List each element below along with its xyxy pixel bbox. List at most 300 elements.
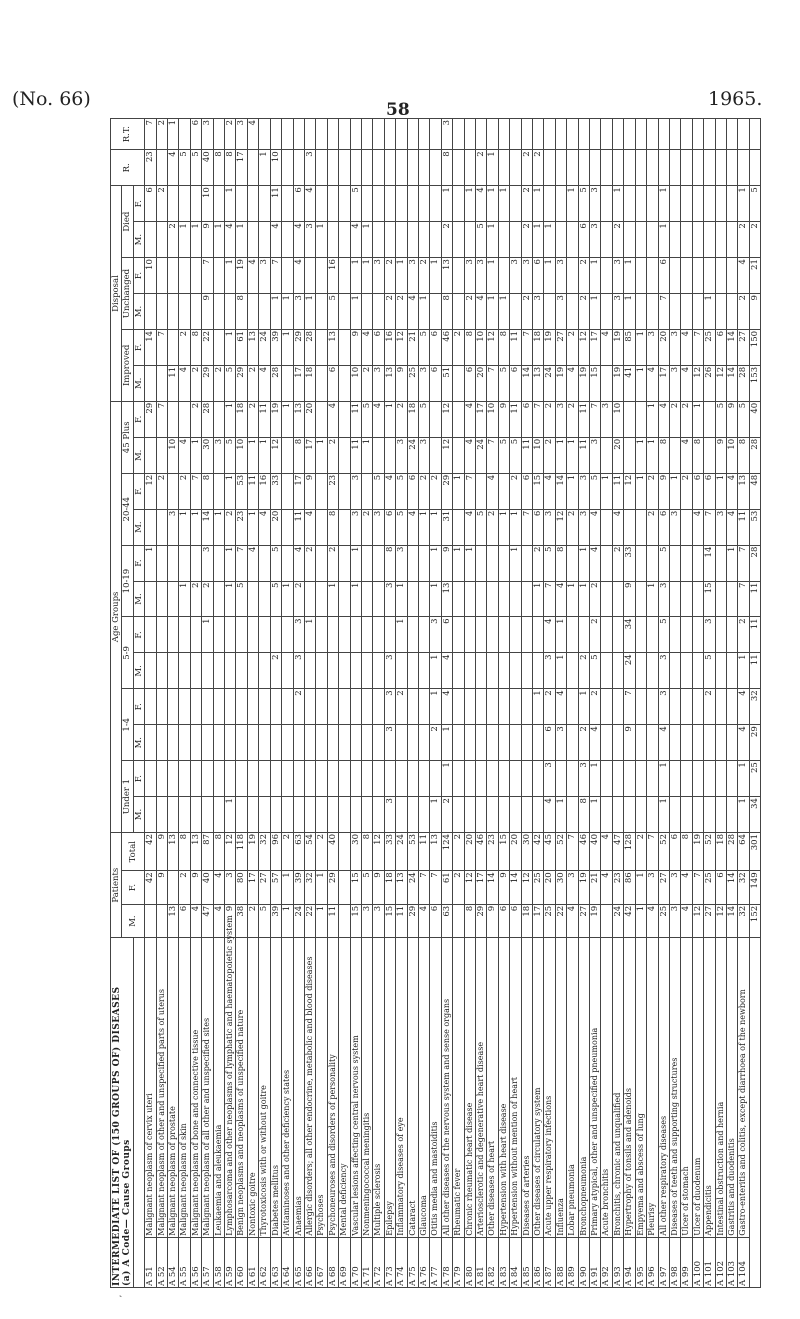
table-cell: [521, 545, 532, 581]
table-cell: [156, 689, 167, 725]
table-cell: [647, 617, 658, 653]
table-cell: [521, 653, 532, 689]
table-cell: [521, 761, 532, 797]
table-cell: 87: [202, 833, 213, 871]
table-cell: [533, 797, 544, 833]
table-cell: 52: [704, 833, 715, 871]
cause-code: A 76: [418, 1237, 429, 1287]
table-cell: [669, 725, 680, 761]
table-cell: [293, 761, 304, 797]
table-cell: 20: [658, 329, 669, 365]
table-cell: 19: [612, 329, 623, 365]
cause-name: Lymphosarcoma and other neoplasms of lymphatic and haematopoietic system: [225, 915, 235, 1236]
total-cell: 152: [749, 904, 760, 938]
table-cell: 9: [715, 437, 726, 473]
table-cell: 18: [715, 833, 726, 871]
table-cell: 17: [658, 365, 669, 401]
table-cell: [601, 437, 612, 473]
table-cell: 5: [418, 329, 429, 365]
cause-name: Benign neoplasms and neoplasms of unspecified nature: [236, 938, 247, 1237]
table-cell: 3: [384, 797, 395, 833]
table-cell: 124: [441, 833, 452, 871]
table-row: [316, 119, 327, 1288]
table-cell: 19: [578, 365, 589, 401]
table-cell: 4: [544, 617, 555, 653]
table-cell: 9: [441, 545, 452, 581]
table-cell: 4: [544, 797, 555, 833]
table-cell: 11: [350, 437, 361, 473]
table-cell: [487, 653, 498, 689]
table-cell: [704, 186, 715, 222]
table-cell: 1: [544, 222, 555, 258]
table-cell: [407, 222, 418, 258]
table-cell: 24: [407, 871, 418, 905]
table-cell: 3: [418, 365, 429, 401]
cause-name: Arteriosclerotic and degenerative heart disease: [476, 938, 487, 1237]
table-cell: 15: [350, 871, 361, 905]
table-cell: [635, 689, 646, 725]
table-cell: 4: [567, 904, 578, 938]
table-row: [658, 119, 669, 1288]
table-cell: 1: [430, 545, 441, 581]
table-cell: 19: [590, 904, 601, 938]
table-cell: 3: [590, 437, 601, 473]
table-cell: 1: [270, 294, 281, 330]
table-cell: 2: [304, 545, 315, 581]
table-cell: 1: [658, 186, 669, 222]
table-cell: 23: [145, 150, 156, 186]
table-cell: [624, 509, 635, 545]
table-cell: [270, 797, 281, 833]
table-cell: 2: [225, 119, 236, 150]
table-cell: [373, 545, 384, 581]
table-cell: 4: [384, 473, 395, 509]
table-cell: [453, 581, 464, 617]
cause-code: A 93: [612, 1237, 623, 1287]
table-cell: 85: [624, 329, 635, 365]
table-cell: [567, 725, 578, 761]
table-cell: 3: [521, 258, 532, 294]
table-cell: 2: [418, 473, 429, 509]
disposal-group-0: Improved: [122, 329, 133, 401]
total-cell: 34: [749, 797, 760, 833]
table-cell: [327, 689, 338, 725]
table-cell: [555, 119, 566, 150]
table-row: [453, 119, 464, 1288]
table-cell: 12: [441, 437, 452, 473]
table-cell: [430, 294, 441, 330]
table-cell: 29: [145, 401, 156, 437]
table-cell: [373, 797, 384, 833]
cause-code: A 95: [635, 1237, 646, 1287]
table-cell: [647, 689, 658, 725]
table-cell: 86: [624, 871, 635, 905]
table-cell: [236, 617, 247, 653]
table-cell: [282, 473, 293, 509]
table-cell: [510, 186, 521, 222]
cause-name: Psychoses: [316, 938, 327, 1237]
table-cell: 14: [726, 871, 737, 905]
table-cell: [430, 119, 441, 150]
table-cell: [726, 222, 737, 258]
table-cell: 1: [304, 294, 315, 330]
table-cell: 6: [293, 186, 304, 222]
table-cell: [418, 222, 429, 258]
table-cell: 11: [350, 401, 361, 437]
table-cell: 1: [487, 186, 498, 222]
table-cell: 1: [567, 186, 578, 222]
cause-code: A 57: [202, 1237, 213, 1287]
table-cell: 13: [168, 833, 179, 871]
table-cell: 3: [510, 258, 521, 294]
table-cell: [715, 258, 726, 294]
table-cell: 42: [624, 904, 635, 938]
table-cell: 1: [396, 258, 407, 294]
table-cell: [373, 617, 384, 653]
table-cell: 4: [407, 294, 418, 330]
table-cell: [567, 797, 578, 833]
table-cell: 4: [190, 904, 201, 938]
document-number: (No. 66): [12, 88, 91, 110]
rotated-table-container: [110, 118, 760, 1308]
table-cell: [453, 725, 464, 761]
table-cell: 5: [373, 473, 384, 509]
cause-name: Appendicitis: [704, 938, 715, 1237]
table-cell: 1: [726, 545, 737, 581]
table-cell: [407, 545, 418, 581]
table-cell: [282, 186, 293, 222]
table-cell: 9: [373, 871, 384, 905]
table-cell: 3: [384, 725, 395, 761]
table-cell: 14: [487, 871, 498, 905]
table-cell: [590, 119, 601, 150]
table-cell: [259, 797, 270, 833]
table-cell: [704, 401, 715, 437]
table-cell: 7: [430, 871, 441, 905]
table-cell: [453, 222, 464, 258]
table-cell: [259, 545, 270, 581]
table-cell: [259, 581, 270, 617]
table-cell: [715, 653, 726, 689]
table-cell: 9: [190, 871, 201, 905]
cause-code: A 88: [555, 1237, 566, 1287]
table-cell: 41: [624, 365, 635, 401]
table-cell: 3: [555, 725, 566, 761]
table-cell: 3: [304, 222, 315, 258]
table-cell: 3: [259, 258, 270, 294]
table-cell: [464, 150, 475, 186]
table-cell: [498, 617, 509, 653]
table-cell: [669, 294, 680, 330]
table-cell: [373, 150, 384, 186]
table-cell: [533, 653, 544, 689]
table-cell: 15: [533, 473, 544, 509]
table-cell: 11: [578, 437, 589, 473]
table-cell: 8: [384, 545, 395, 581]
table-cell: 1: [225, 581, 236, 617]
table-cell: [168, 186, 179, 222]
table-cell: 1: [179, 222, 190, 258]
table-cell: 3: [396, 545, 407, 581]
table-cell: [339, 761, 350, 797]
table-cell: 1: [635, 329, 646, 365]
table-cell: 1: [635, 473, 646, 509]
table-cell: [681, 689, 692, 725]
table-cell: 2: [669, 401, 680, 437]
table-cell: 21: [590, 871, 601, 905]
table-cell: 26: [704, 365, 715, 401]
table-cell: 2: [179, 871, 190, 905]
table-cell: 5: [510, 437, 521, 473]
table-cell: 1: [498, 186, 509, 222]
table-cell: 46: [578, 833, 589, 871]
table-cell: 4: [476, 186, 487, 222]
table-cell: [669, 222, 680, 258]
cause-code: A 85: [521, 1237, 532, 1287]
cause-code: A 100: [692, 1237, 703, 1287]
table-cell: 57: [270, 871, 281, 905]
table-cell: 2: [156, 473, 167, 509]
table-cell: [190, 761, 201, 797]
sex-col: F.: [133, 545, 144, 581]
table-cell: [669, 581, 680, 617]
table-cell: [726, 581, 737, 617]
table-cell: 13: [168, 904, 179, 938]
cause-code: A 84: [510, 1237, 521, 1287]
table-row: [202, 119, 213, 1288]
table-cell: [510, 725, 521, 761]
table-row: [430, 119, 441, 1288]
table-cell: [213, 761, 224, 797]
table-cell: 6: [430, 365, 441, 401]
table-cell: 12: [396, 329, 407, 365]
table-cell: 25: [704, 329, 715, 365]
table-cell: 28: [270, 365, 281, 401]
table-cell: 2: [578, 294, 589, 330]
cause-code: A 56: [190, 1237, 201, 1287]
table-cell: 29: [407, 904, 418, 938]
table-cell: 5: [498, 365, 509, 401]
table-cell: 2: [487, 509, 498, 545]
table-cell: 2: [578, 258, 589, 294]
table-cell: [612, 617, 623, 653]
table-cell: [567, 617, 578, 653]
table-cell: 28: [738, 365, 749, 401]
table-cell: 3: [658, 653, 669, 689]
table-cell: [327, 653, 338, 689]
table-cell: [156, 365, 167, 401]
table-cell: [669, 150, 680, 186]
table-cell: [316, 797, 327, 833]
table-cell: 3: [384, 653, 395, 689]
table-cell: 4: [590, 725, 601, 761]
table-cell: [601, 904, 612, 938]
table-cell: [498, 150, 509, 186]
table-cell: 39: [293, 871, 304, 905]
table-cell: [179, 689, 190, 725]
table-cell: 1: [430, 581, 441, 617]
cause-name: All other respiratory diseases: [658, 938, 669, 1237]
table-cell: 12: [521, 871, 532, 905]
table-cell: 2: [453, 329, 464, 365]
table-cell: [361, 653, 372, 689]
table-cell: [624, 186, 635, 222]
total-cell: 11: [749, 617, 760, 653]
table-cell: [555, 761, 566, 797]
table-cell: [418, 617, 429, 653]
table-cell: [316, 761, 327, 797]
table-cell: [567, 294, 578, 330]
table-cell: 15: [498, 833, 509, 871]
table-cell: [145, 365, 156, 401]
table-cell: 7: [156, 401, 167, 437]
table-cell: [498, 545, 509, 581]
table-cell: 10: [270, 150, 281, 186]
cause-code: A 63: [270, 1237, 281, 1287]
table-cell: 11: [578, 401, 589, 437]
table-cell: [453, 150, 464, 186]
table-cell: 14: [521, 365, 532, 401]
table-cell: 1: [555, 653, 566, 689]
table-cell: [601, 653, 612, 689]
table-cell: 7: [464, 473, 475, 509]
table-cell: 22: [555, 904, 566, 938]
table-cell: 6: [544, 725, 555, 761]
table-cell: 1: [282, 401, 293, 437]
table-cell: 3: [533, 294, 544, 330]
table-cell: [464, 119, 475, 150]
table-cell: [259, 617, 270, 653]
table-cell: 2: [647, 473, 658, 509]
cause-code: A 64: [282, 1237, 293, 1287]
table-cell: [487, 545, 498, 581]
cause-name: Lobar pneumonia: [567, 938, 578, 1237]
table-cell: [715, 294, 726, 330]
table-cell: [635, 222, 646, 258]
disposal-group-2: Died: [122, 186, 133, 258]
table-cell: 6: [692, 473, 703, 509]
table-cell: 23: [612, 871, 623, 905]
table-cell: 1: [430, 258, 441, 294]
table-cell: 1: [396, 617, 407, 653]
table-cell: [339, 581, 350, 617]
table-cell: 9: [624, 725, 635, 761]
table-cell: [418, 797, 429, 833]
table-cell: 20: [510, 833, 521, 871]
cause-code: A 92: [601, 1237, 612, 1287]
table-cell: 40: [327, 833, 338, 871]
sex-col: F.: [133, 473, 144, 509]
table-cell: [316, 689, 327, 725]
table-cell: [225, 725, 236, 761]
table-cell: [145, 904, 156, 938]
table-cell: 8: [179, 833, 190, 871]
table-cell: 3: [464, 258, 475, 294]
table-cell: [202, 689, 213, 725]
table-cell: 1: [236, 222, 247, 258]
cause-name: Malignant neoplasm of prostate: [168, 938, 179, 1237]
table-cell: 6: [521, 473, 532, 509]
table-cell: [521, 689, 532, 725]
table-cell: 80: [236, 871, 247, 905]
table-cell: 11: [396, 904, 407, 938]
table-cell: 8: [738, 437, 749, 473]
table-cell: [476, 581, 487, 617]
table-cell: 23: [236, 509, 247, 545]
table-cell: 12: [464, 871, 475, 905]
patients-header: Patients: [111, 833, 122, 938]
table-cell: 13: [384, 365, 395, 401]
table-cell: 96: [270, 833, 281, 871]
table-cell: [190, 186, 201, 222]
table-row: [225, 119, 236, 1288]
table-row: [681, 119, 692, 1288]
table-cell: 17: [236, 150, 247, 186]
table-cell: 3: [373, 258, 384, 294]
table-cell: [213, 797, 224, 833]
table-cell: 2: [441, 222, 452, 258]
table-cell: 1: [601, 473, 612, 509]
table-cell: 8: [225, 150, 236, 186]
table-cell: [247, 581, 258, 617]
table-row: [350, 119, 361, 1288]
table-cell: 3: [384, 581, 395, 617]
table-cell: [339, 437, 350, 473]
table-cell: [533, 617, 544, 653]
table-cell: [555, 222, 566, 258]
table-cell: [145, 222, 156, 258]
table-cell: [179, 617, 190, 653]
table-cell: 24: [612, 904, 623, 938]
table-cell: 11: [612, 473, 623, 509]
table-cell: 6: [533, 258, 544, 294]
table-cell: [339, 617, 350, 653]
table-cell: 14: [555, 473, 566, 509]
table-cell: 5: [578, 186, 589, 222]
table-cell: 1: [247, 437, 258, 473]
table-cell: [156, 797, 167, 833]
table-cell: [270, 761, 281, 797]
table-cell: 3: [430, 617, 441, 653]
table-row: [282, 119, 293, 1288]
table-cell: [168, 871, 179, 905]
table-cell: [635, 545, 646, 581]
table-cell: 16: [384, 329, 395, 365]
table-cell: 1: [567, 581, 578, 617]
table-cell: [156, 653, 167, 689]
table-cell: 2: [441, 797, 452, 833]
table-cell: [647, 545, 658, 581]
table-cell: [647, 761, 658, 797]
table-cell: [350, 617, 361, 653]
table-cell: [339, 871, 350, 905]
table-cell: [373, 119, 384, 150]
total-cell: 11: [749, 581, 760, 617]
table-cell: 10: [168, 437, 179, 473]
table-cell: 4: [418, 904, 429, 938]
table-cell: 9: [726, 401, 737, 437]
table-cell: 3: [704, 617, 715, 653]
table-cell: 10: [533, 437, 544, 473]
table-cell: 5: [225, 437, 236, 473]
table-cell: [498, 725, 509, 761]
table-cell: 7: [156, 329, 167, 365]
table-cell: [361, 150, 372, 186]
table-cell: [521, 797, 532, 833]
table-cell: 14: [202, 509, 213, 545]
table-cell: 1: [350, 258, 361, 294]
table-cell: [647, 294, 658, 330]
